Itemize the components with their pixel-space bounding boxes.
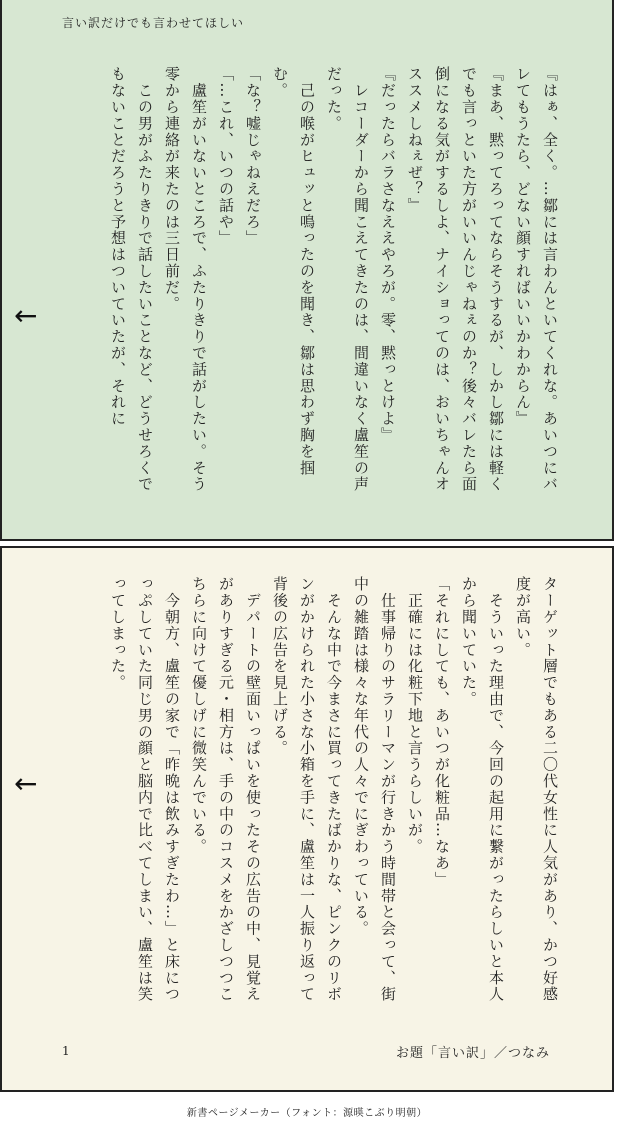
paragraph: デパートの壁面いっぱいを使ったその広告の中、見覚えがありすぎる元・相方は、手の中のコスメをかざしつつこちらに向けて優しげに微笑んでいる。 bbox=[190, 576, 262, 1003]
paragraph: 『はぁ、全く。…鄒には言わんといてくれな。あいつにバレてもうたら、どない顔すればいいかわからん』 bbox=[514, 66, 559, 493]
next-page-arrow-icon[interactable]: ← bbox=[14, 767, 38, 800]
paragraph: 盧笙がいないところで、ふたりきりで話がしたい。そう零から連絡が来たのは三日前だ。 bbox=[163, 66, 208, 493]
paragraph: 己の喉がヒュッと鳴ったのを聞き、鄒は思わず胸を掴む。 bbox=[271, 66, 316, 476]
footer-caption: 新書ページメーカー（フォント：源暎こぶり明朝） bbox=[186, 1108, 428, 1119]
paragraph: ターゲット層でもある二〇代女性に人気があり、かつ好感度が高い。 bbox=[514, 576, 559, 1003]
page-body-text bbox=[58, 66, 563, 498]
paragraph: 『だったらバラさなええやろが。零、黙っとけよ』 bbox=[379, 66, 397, 444]
paragraph: 「それにしても、あいつが化粧品…なあ」 bbox=[433, 576, 451, 888]
paragraph: 仕事帰りのサラリーマンが行きかう時間帯と会って、街中の雑踏は様々な年代の人々でにぎわっている。 bbox=[352, 576, 397, 1003]
paragraph: 『まあ、黙ってろってならそうするが、しかし鄒には軽くでも言っといた方がいいんじゃねぇのか？後々バレたら面倒になる気がするしよ、ナイショってのは、おいちゃんオススメしねぇぜ？』 bbox=[406, 66, 505, 493]
paragraph: そんな中で今まさに買ってきたばかりな、ピンクのリボンがかけられた小さな小箱を手に、盧笙は一人振り返って背後の広告を見上げる。 bbox=[271, 576, 343, 1003]
paragraph: 正確には化粧下地と言うらしいが。 bbox=[406, 576, 424, 855]
page-number: 1 bbox=[62, 1044, 70, 1058]
paragraph: この男がふたりきりで話したいことなど、どうせろくでもないことだろうと予想はついていたが、それに bbox=[109, 66, 154, 493]
paragraph: レコーダーから聞こえてきたのは、間違いなく盧笙の声だった。 bbox=[325, 66, 370, 493]
next-page-arrow-icon[interactable]: ← bbox=[14, 299, 38, 332]
page-body-text bbox=[58, 576, 563, 1016]
page-bottom bbox=[0, 546, 614, 1092]
paragraph: 「な？嘘じゃねえだろ」 bbox=[244, 66, 262, 247]
paragraph: 「…これ、いつの話や」 bbox=[217, 66, 235, 247]
page-top bbox=[0, 0, 614, 541]
page-header-title: 言い訳だけでも言わせてほしい bbox=[62, 16, 245, 30]
paragraph: 今朝方、盧笙の家で「昨晩は飲みすぎたわ…」と床につっぷしていた同じ男の顔と脳内で比べてしまい、盧笙は笑ってしまった。 bbox=[109, 576, 181, 1003]
credit-text: お題「言い訳」／つなみ bbox=[395, 1046, 550, 1061]
paragraph: そういった理由で、今回の起用に繋がったらしいと本人から聞いていた。 bbox=[460, 576, 505, 1003]
